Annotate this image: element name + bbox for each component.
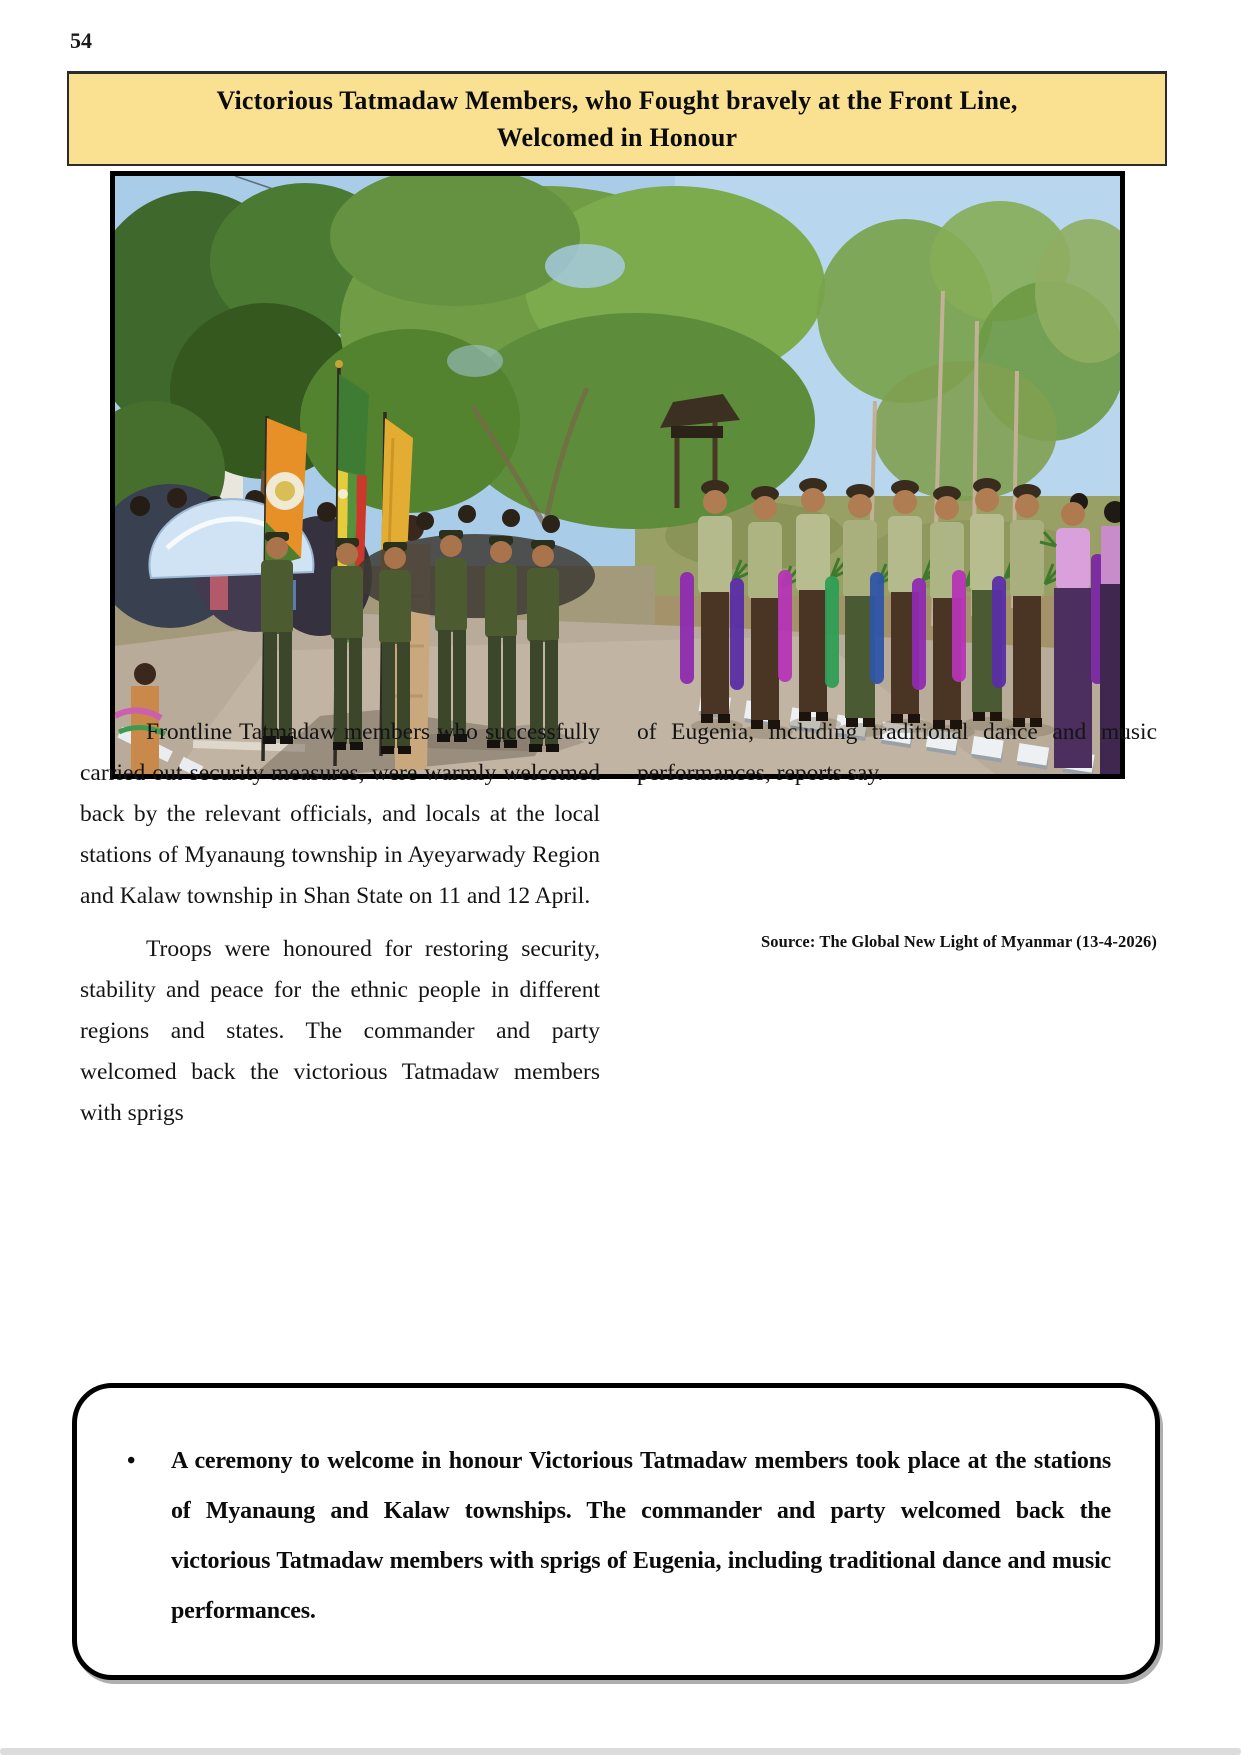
article-paragraph-1: Frontline Tatmadaw members who successfully carried out security measures, were warmly welcomed back by the relevant officials, and locals at the local stations of Myanaung township in Ayeyarwady Region and Kalaw township in Shan State on 11 and 12 April. xyxy=(80,719,600,909)
bullet-icon: • xyxy=(127,1448,136,1474)
headline-banner xyxy=(67,71,1167,166)
article-left-column xyxy=(80,712,600,1134)
page-bottom-edge xyxy=(0,1748,1241,1755)
page-number: 54 xyxy=(70,28,92,53)
summary-box xyxy=(72,1383,1160,1680)
source-attribution: Source: The Global New Light of Myanmar (13-4-2026) xyxy=(760,932,1157,951)
summary-text: A ceremony to welcome in honour Victorious Tatmadaw members took place at the stations of Myanaung and Kalaw townships. The commander and party welcomed back the victorious Tatmadaw members with sprigs of Eugenia, including traditional dance and music performances. xyxy=(171,1448,1111,1624)
article-right-column xyxy=(637,712,1157,794)
article-paragraph-2: Troops were honoured for restoring security, stability and peace for the ethnic people in different regions and states. The commander and party welcomed back the victorious Tatmadaw members with sprigs xyxy=(80,936,600,1126)
article-photo xyxy=(110,171,1125,779)
article-paragraph-3: of Eugenia, including traditional dance and music performances, reports say. xyxy=(637,719,1157,786)
photo-illustration xyxy=(115,176,1120,774)
headline-line-2: Welcomed in Honour xyxy=(496,123,738,152)
summary-item xyxy=(125,1436,1111,1636)
headline-line-1: Victorious Tatmadaw Members, who Fought bravely at the Front Line, xyxy=(216,86,1018,115)
